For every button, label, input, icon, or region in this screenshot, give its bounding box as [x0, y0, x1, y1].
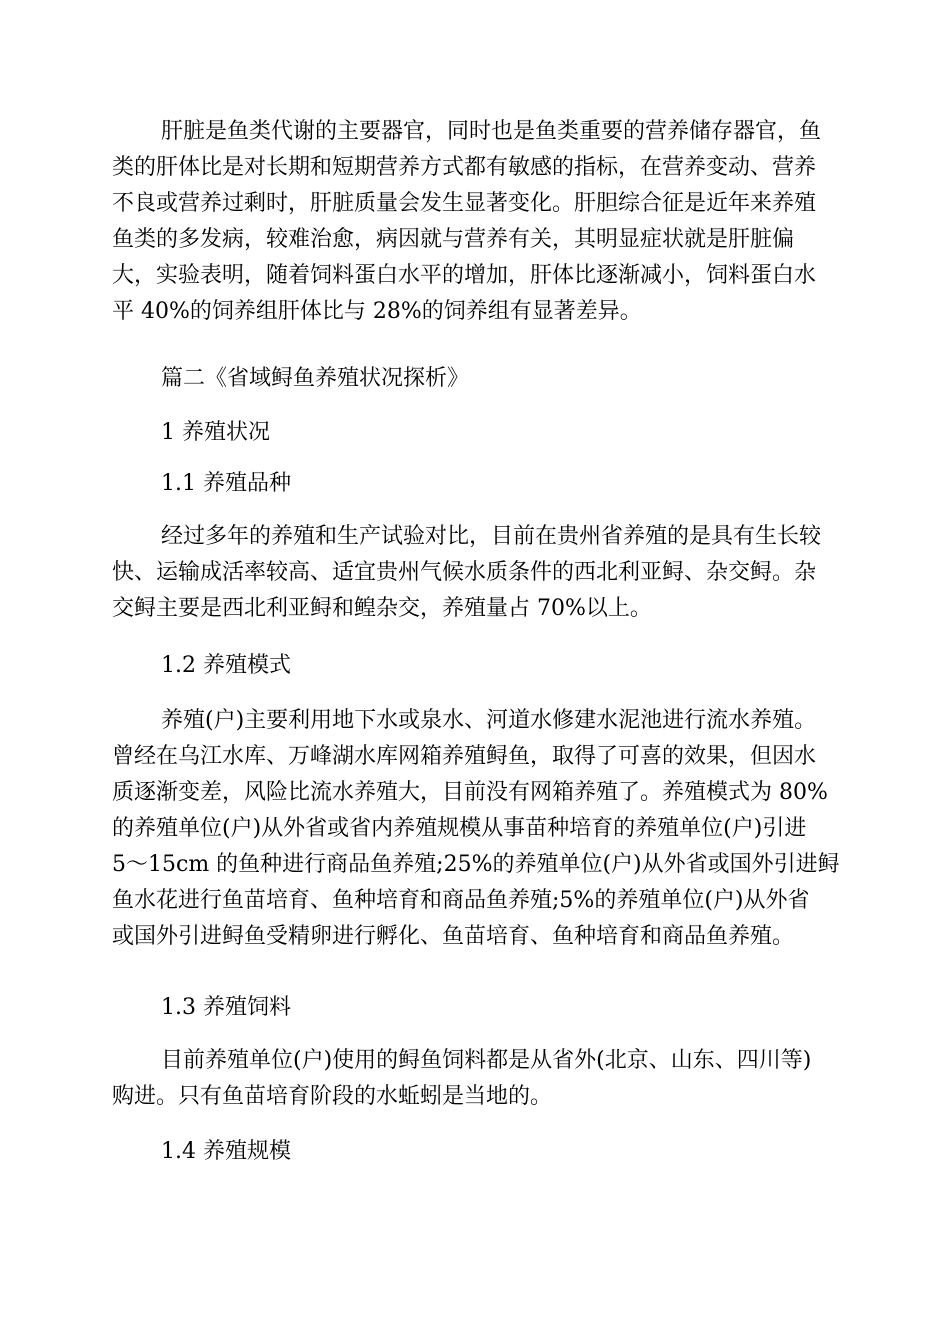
text-line: 质逐渐变差，风险比流水养殖大，目前没有网箱养殖了。养殖模式为 80% — [112, 780, 828, 805]
text-line: 的养殖单位(户)从外省或省内养殖规模从事苗种培育的养殖单位(户)引进 — [112, 816, 807, 841]
text-line: 或国外引进鲟鱼受精卵进行孵化、鱼苗培育、鱼种培育和商品鱼养殖。 — [112, 924, 795, 949]
paragraph-mode — [112, 703, 840, 955]
section-heading-1: 1 养殖状况 — [161, 420, 270, 445]
section-heading-1-1: 1.1 养殖品种 — [161, 471, 291, 496]
text-line: 类的肝体比是对长期和短期营养方式都有敏感的指标，在营养变动、营养 — [112, 155, 817, 180]
paragraph-species — [112, 519, 832, 627]
paragraph-feed — [112, 1043, 832, 1115]
text-line: 大，实验表明，随着饲料蛋白水平的增加，肝体比逐渐减小，饲料蛋白水 — [112, 263, 817, 288]
text-line: 快、运输成活率较高、适宜贵州气候水质条件的西北利亚鲟、杂交鲟。杂 — [112, 560, 817, 585]
text-line: 经过多年的养殖和生产试验对比，目前在贵州省养殖的是具有生长较 — [161, 524, 822, 549]
text-line: 5～15cm 的鱼种进行商品鱼养殖;25%的养殖单位(户)从外省或国外引进鲟 — [112, 852, 840, 877]
text-line: 购进。只有鱼苗培育阶段的水蚯蚓是当地的。 — [112, 1084, 553, 1109]
text-line: 交鲟主要是西北利亚鲟和鳇杂交，养殖量占 70%以上。 — [112, 596, 652, 621]
text-line: 肝脏是鱼类代谢的主要器官，同时也是鱼类重要的营养储存器官，鱼 — [161, 119, 822, 144]
article-title: 篇二《省域鲟鱼养殖状况探析》 — [161, 366, 470, 391]
text-line: 鱼类的多发病，较难治愈，病因就与营养有关，其明显症状就是肝脏偏 — [112, 227, 795, 252]
section-heading-1-4: 1.4 养殖规模 — [161, 1139, 291, 1164]
paragraph-liver — [112, 114, 832, 330]
text-line: 养殖(户)主要利用地下水或泉水、河道水修建水泥池进行流水养殖。 — [161, 708, 817, 733]
text-line: 鱼水花进行鱼苗培育、鱼种培育和商品鱼养殖;5%的养殖单位(户)从外省 — [112, 888, 810, 913]
section-heading-1-2: 1.2 养殖模式 — [161, 653, 291, 678]
text-line: 曾经在乌江水库、万峰湖水库网箱养殖鲟鱼，取得了可喜的效果，但因水 — [112, 744, 817, 769]
text-line: 平 40%的饲养组肝体比与 28%的饲养组有显著差异。 — [112, 299, 642, 324]
text-line: 目前养殖单位(户)使用的鲟鱼饲料都是从省外(北京、山东、四川等) — [161, 1048, 812, 1073]
section-heading-1-3: 1.3 养殖饲料 — [161, 995, 291, 1020]
text-line: 不良或营养过剩时，肝脏质量会发生显著变化。肝胆综合征是近年来养殖 — [112, 191, 817, 216]
